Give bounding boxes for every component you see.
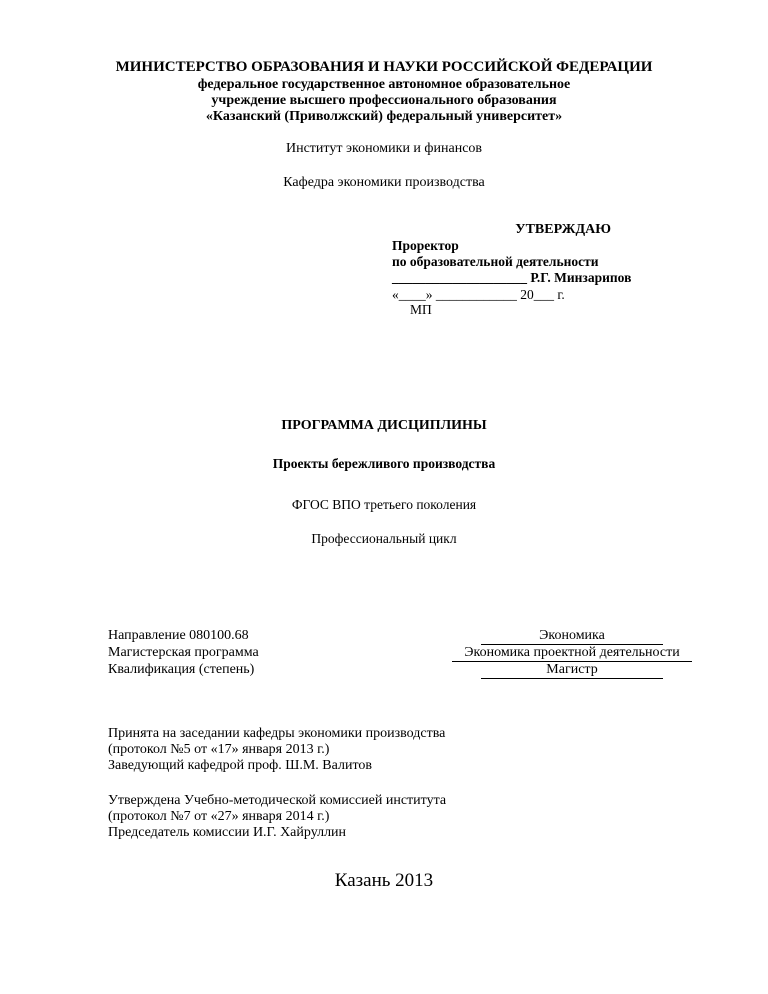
approval-signature-line: ____________________ Р.Г. Минзарипов (392, 270, 632, 285)
standard-name: ФГОС ВПО третьего поколения (291, 497, 477, 512)
qualification-label: Квалификация (степень) (108, 662, 255, 677)
program-value: Экономика проектной деятельности (452, 645, 692, 662)
approval-role: Проректор (392, 238, 459, 253)
cycle-name: Профессиональный цикл (311, 531, 457, 546)
approval-role-detail: по образовательной деятельности (392, 254, 599, 269)
confirmation-line-1: Утверждена Учебно-методической комиссией института (108, 793, 447, 808)
approval-date-line: «____» ____________ 20___ г. (392, 287, 565, 302)
direction-label: Направление 080100.68 (108, 628, 249, 643)
city-year: Казань 2013 (334, 870, 434, 891)
direction-value-cell (452, 628, 692, 645)
discipline-name: Проекты бережливого производства (272, 456, 496, 471)
institute-name: Институт экономики и финансов (285, 141, 483, 156)
adoption-line-2: (протокол №5 от «17» января 2013 г.) (108, 742, 330, 757)
program-label: Магистерская программа (108, 645, 259, 660)
ministry-title: МИНИСТЕРСТВО ОБРАЗОВАНИЯ И НАУКИ РОССИЙСКОЙ ФЕДЕРАЦИИ (115, 59, 653, 75)
direction-value: Экономика (481, 628, 663, 645)
adoption-line-3: Заведующий кафедрой проф. Ш.М. Валитов (108, 758, 372, 773)
confirmation-line-2: (протокол №7 от «27» января 2014 г.) (108, 809, 330, 824)
program-title: ПРОГРАММА ДИСЦИПЛИНЫ (281, 418, 487, 433)
adoption-line-1: Принята на заседании кафедры экономики производства (108, 726, 446, 741)
department-name: Кафедра экономики производства (283, 175, 485, 190)
qualification-value-cell (452, 662, 692, 679)
institution-type-line: федеральное государственное автономное образовательное (197, 77, 571, 92)
approval-stamp: МП (410, 302, 432, 317)
approval-title: УТВЕРЖДАЮ (515, 222, 611, 237)
institution-level-line: учреждение высшего профессионального образования (211, 93, 557, 108)
confirmation-line-3: Председатель комиссии И.Г. Хайруллин (108, 825, 347, 840)
university-name: «Казанский (Приволжский) федеральный университет» (205, 109, 563, 124)
program-value-cell (452, 645, 692, 662)
qualification-value: Магистр (481, 662, 663, 679)
